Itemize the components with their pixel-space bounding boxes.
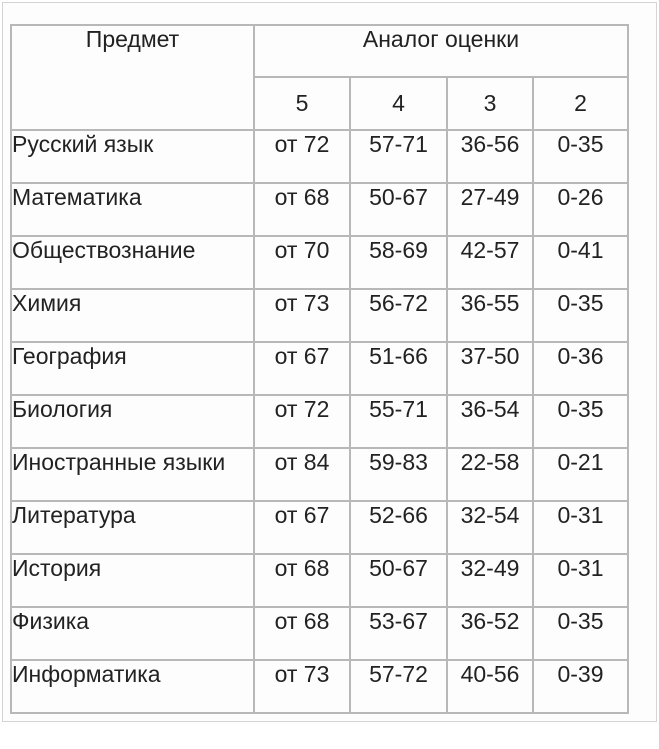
grade-4-header: 4 — [350, 77, 447, 130]
grade-4-score-cell: 52-66 — [350, 501, 447, 554]
table-row — [11, 448, 628, 501]
table-row — [11, 395, 628, 448]
grade-3-score-cell: 27-49 — [447, 183, 533, 236]
grade-2-score-cell: 0-31 — [533, 554, 628, 607]
grades-table — [10, 24, 629, 714]
subject-cell: Физика — [11, 607, 254, 660]
table-row — [11, 607, 628, 660]
grade-3-score-cell: 32-54 — [447, 501, 533, 554]
grade-3-score-cell: 36-55 — [447, 289, 533, 342]
grade-5-score-cell: от 84 — [254, 448, 350, 501]
subject-cell: Русский язык — [11, 130, 254, 183]
subject-cell: История — [11, 554, 254, 607]
grade-5-score-cell: от 67 — [254, 501, 350, 554]
grade-4-score-cell: 59-83 — [350, 448, 447, 501]
subject-cell: Обществознание — [11, 236, 254, 289]
grade-3-score-cell: 22-58 — [447, 448, 533, 501]
grade-2-score-cell: 0-41 — [533, 236, 628, 289]
table-row — [11, 236, 628, 289]
grade-4-score-cell: 55-71 — [350, 395, 447, 448]
grade-2-score-cell: 0-31 — [533, 501, 628, 554]
grade-5-score-cell: от 73 — [254, 660, 350, 713]
grade-3-score-cell: 42-57 — [447, 236, 533, 289]
subject-cell: Математика — [11, 183, 254, 236]
table-row — [11, 130, 628, 183]
grade-4-score-cell: 57-72 — [350, 660, 447, 713]
grade-5-score-cell: от 72 — [254, 130, 350, 183]
grade-5-header: 5 — [254, 77, 350, 130]
grade-5-score-cell: от 68 — [254, 183, 350, 236]
grade-3-header: 3 — [447, 77, 533, 130]
subject-cell: Информатика — [11, 660, 254, 713]
subject-cell: Литература — [11, 501, 254, 554]
grade-5-score-cell: от 68 — [254, 607, 350, 660]
grade-3-score-cell: 36-56 — [447, 130, 533, 183]
grade-3-score-cell: 36-52 — [447, 607, 533, 660]
grade-3-score-cell: 37-50 — [447, 342, 533, 395]
table-row — [11, 501, 628, 554]
grade-3-score-cell: 32-49 — [447, 554, 533, 607]
grade-5-score-cell: от 67 — [254, 342, 350, 395]
grade-4-score-cell: 51-66 — [350, 342, 447, 395]
subject-cell: Биология — [11, 395, 254, 448]
grade-4-score-cell: 57-71 — [350, 130, 447, 183]
grade-2-score-cell: 0-35 — [533, 289, 628, 342]
table-row — [11, 289, 628, 342]
grade-2-score-cell: 0-35 — [533, 607, 628, 660]
table-row — [11, 183, 628, 236]
grade-3-score-cell: 36-54 — [447, 395, 533, 448]
table-row — [11, 554, 628, 607]
subject-column-header: Предмет — [11, 25, 254, 130]
grade-4-score-cell: 50-67 — [350, 554, 447, 607]
grade-5-score-cell: от 70 — [254, 236, 350, 289]
grade-4-score-cell: 50-67 — [350, 183, 447, 236]
subject-cell: География — [11, 342, 254, 395]
grade-2-score-cell: 0-35 — [533, 395, 628, 448]
subject-cell: Иностранные языки — [11, 448, 254, 501]
subject-cell: Химия — [11, 289, 254, 342]
grade-2-score-cell: 0-26 — [533, 183, 628, 236]
grade-5-score-cell: от 73 — [254, 289, 350, 342]
grade-2-score-cell: 0-36 — [533, 342, 628, 395]
grade-5-score-cell: от 68 — [254, 554, 350, 607]
grade-equivalent-header: Аналог оценки — [254, 25, 628, 77]
grade-2-header: 2 — [533, 77, 628, 130]
grade-2-score-cell: 0-39 — [533, 660, 628, 713]
table-row — [11, 660, 628, 713]
grade-3-score-cell: 40-56 — [447, 660, 533, 713]
grade-4-score-cell: 56-72 — [350, 289, 447, 342]
grade-2-score-cell: 0-21 — [533, 448, 628, 501]
grade-4-score-cell: 53-67 — [350, 607, 447, 660]
grade-4-score-cell: 58-69 — [350, 236, 447, 289]
grade-5-score-cell: от 72 — [254, 395, 350, 448]
grade-2-score-cell: 0-35 — [533, 130, 628, 183]
table-row — [11, 342, 628, 395]
table-body — [11, 130, 628, 713]
